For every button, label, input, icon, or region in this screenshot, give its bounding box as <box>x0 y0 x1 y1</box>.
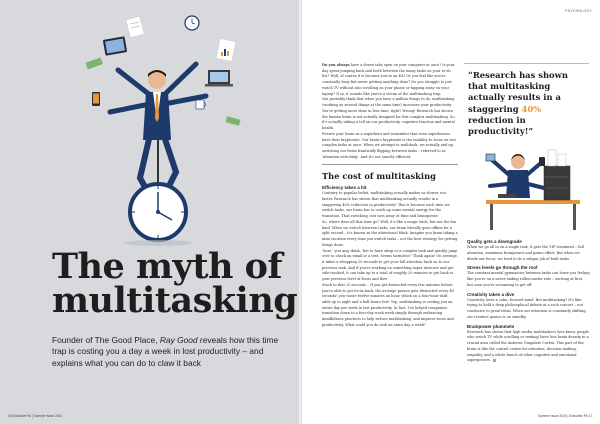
office-worker-illustration <box>478 140 588 235</box>
end-mark <box>493 359 496 362</box>
document-icon <box>126 16 144 37</box>
pullquote-rule-top <box>464 63 589 64</box>
coffee-cup-icon <box>196 100 206 109</box>
intro-paragraph-3: Picture your brain as a superhero and remember that even superheroes have their kryptonite. Our brain's kryptonite is the inability to focus on two complex tasks at once. When we attempt to multitask, we actually end up switching our brain frantically flipping between tasks – referred to as 'attention switching'. And it's not exactly efficient. <box>322 131 456 159</box>
standfirst-part-1: Founder of The Good Place, <box>52 335 160 345</box>
efficiency-text <box>322 191 458 328</box>
article-column-1 <box>322 63 458 329</box>
unicycle-wheel-icon <box>130 140 186 240</box>
creativity-text: Creativity loves a calm, focused mind. But multitasking? It's like trying to hold a deep philosophical debate at a rock concert – not conducive to great ideas. When our attention is constantly shifting, our creative genius is on standby. <box>467 297 587 319</box>
mobile-phone-icon <box>92 92 100 106</box>
stress-text: The constant mental gymnastics between tasks can leave you feeling like you're on a never-ending rollercoaster ride – exciting at first, but soon you're screaming to get off. <box>467 271 590 287</box>
headline-line-2: multitasking <box>52 280 298 321</box>
lead-in: Do you always <box>322 63 350 67</box>
quality-heading: Quality gets a downgrade <box>467 239 522 244</box>
laptop-icon <box>205 70 233 87</box>
headline <box>52 246 298 321</box>
stress-heading: Stress levels go through the roof <box>467 265 538 271</box>
brainpower-heading: Brainpower plummets <box>467 323 515 329</box>
left-page <box>0 0 298 424</box>
efficiency-paragraph-3: 'Sure,' you may think, 'but to have sleep or a complex task and quickly jump over to check an email or a text. Seems harmless!' Think again! On average, it takes a whopping 20 seconds to get your full attention back on to our previous task. And if you're working on something super intricate and get side-tracked, it can take up to a total of roughly 20 minutes to get back to your previous level of focus and flow. <box>322 248 458 282</box>
section-divider <box>322 164 458 165</box>
standfirst <box>52 335 287 369</box>
chart-paper-icon <box>216 39 236 62</box>
pull-quote: “Research has shown that multitasking actually results in a staggering 40% reduction in productivity!” <box>468 70 568 137</box>
intro-paragraph-2: You probably think that when you have a million things to do, multitasking (working on several things at the same time) increases your productivity. You're getting more done in less time, right? Wrong! Research has shown the human brain is not actually designed for this complex multitasking. So, it's actually taking a toll on our productivity, cognitive function and mental health. <box>322 97 456 130</box>
creativity-heading: Creativity takes a dive <box>467 291 515 297</box>
tablet-icon <box>103 36 127 56</box>
headline-line-1: The myth of <box>52 246 283 287</box>
multitasking-illustration <box>0 0 298 275</box>
standfirst-part-2: reveals how this time trap is costing you a day a week in lost productivity – and explains what you can do to claw it back <box>52 335 279 368</box>
article-column-2 <box>467 236 590 364</box>
brainpower-text: Research has shown that high media multitaskers (you know, people who watch TV while scrolling or texting) have less brain density in a crucial area called the Anterior Cingulate Cortex. This part of the brain is like the control centre for attention, decision-making, empathy, and a whole bunch of other cognitive and emotional superpowers. <box>467 329 589 363</box>
section-heading: The cost of multitasking <box>322 170 436 181</box>
pullquote-accent: 40% <box>521 103 542 114</box>
intro-paragraph-1: Do you always have a dozen tabs open on your computer at once? Is your day spent jumping back and forth between the many tasks on your to-do list? Well, of course it is because you're an EA! Or you feel like you're constantly busy but never getting anything done? Do you struggle to just watch TV without also scrolling on your phone or tapping away on your laptop? If so, it sounds like you're a victim of the multitasking trap. <box>322 63 455 96</box>
section-tag: PSYCHOLOGY <box>565 9 592 13</box>
folio-right: Summer Issue 2024 | Executive PA 17 <box>537 414 592 418</box>
efficiency-heading: Efficiency takes a hit <box>322 184 367 190</box>
clock-icon <box>185 16 199 30</box>
folio-left: 16 Executive PA | Summer Issue 2024 <box>8 414 63 418</box>
intro-text <box>322 63 458 160</box>
efficiency-paragraph-4: Stack to that 20 seconds... If you get distracted every few minutes before you're able to get focus back, the average person gets distracted every 40 seconds! you waste twelve minutes an hour, which on a four-hour shift, adds up to eight and a half hours lost! Yep, multitasking is costing you an entire day per week in lost productivity. In fact, I've helped companies transition down to a four-day work week simply through embracing mindfulness practices to help reduce multitasking, and improve focus and productivity. What could you do with an extra day a week? <box>322 282 454 327</box>
efficiency-paragraph-1: Contrary to popular belief, multitasking actually makes us slower, not faster. Research has shown that multitasking actually results in a staggering 40% reduction in productivity! This is because each time we switch tasks, our brain has to catch up some mental energy for the transition. That switching cost eats away at time and brainpower. <box>322 191 450 218</box>
quality-text: When we go all in on a single task, it gets the VIP treatment – full attention, maximum brainpower and primo effort. But when we divide our focus, we tend to do a subpar job of both tasks. <box>467 245 584 261</box>
efficiency-paragraph-2: So, where does all that time go? Well, it's like a magic trick, but not the fun kind. When we switch between tasks, our brain literally goes offline for a split second – it's known as the attentional blink. Imagine you brain taking a mini vacation every time you switch tasks – not the best strategy for getting things done. <box>322 219 458 247</box>
author-name: Ray Good <box>159 335 198 345</box>
